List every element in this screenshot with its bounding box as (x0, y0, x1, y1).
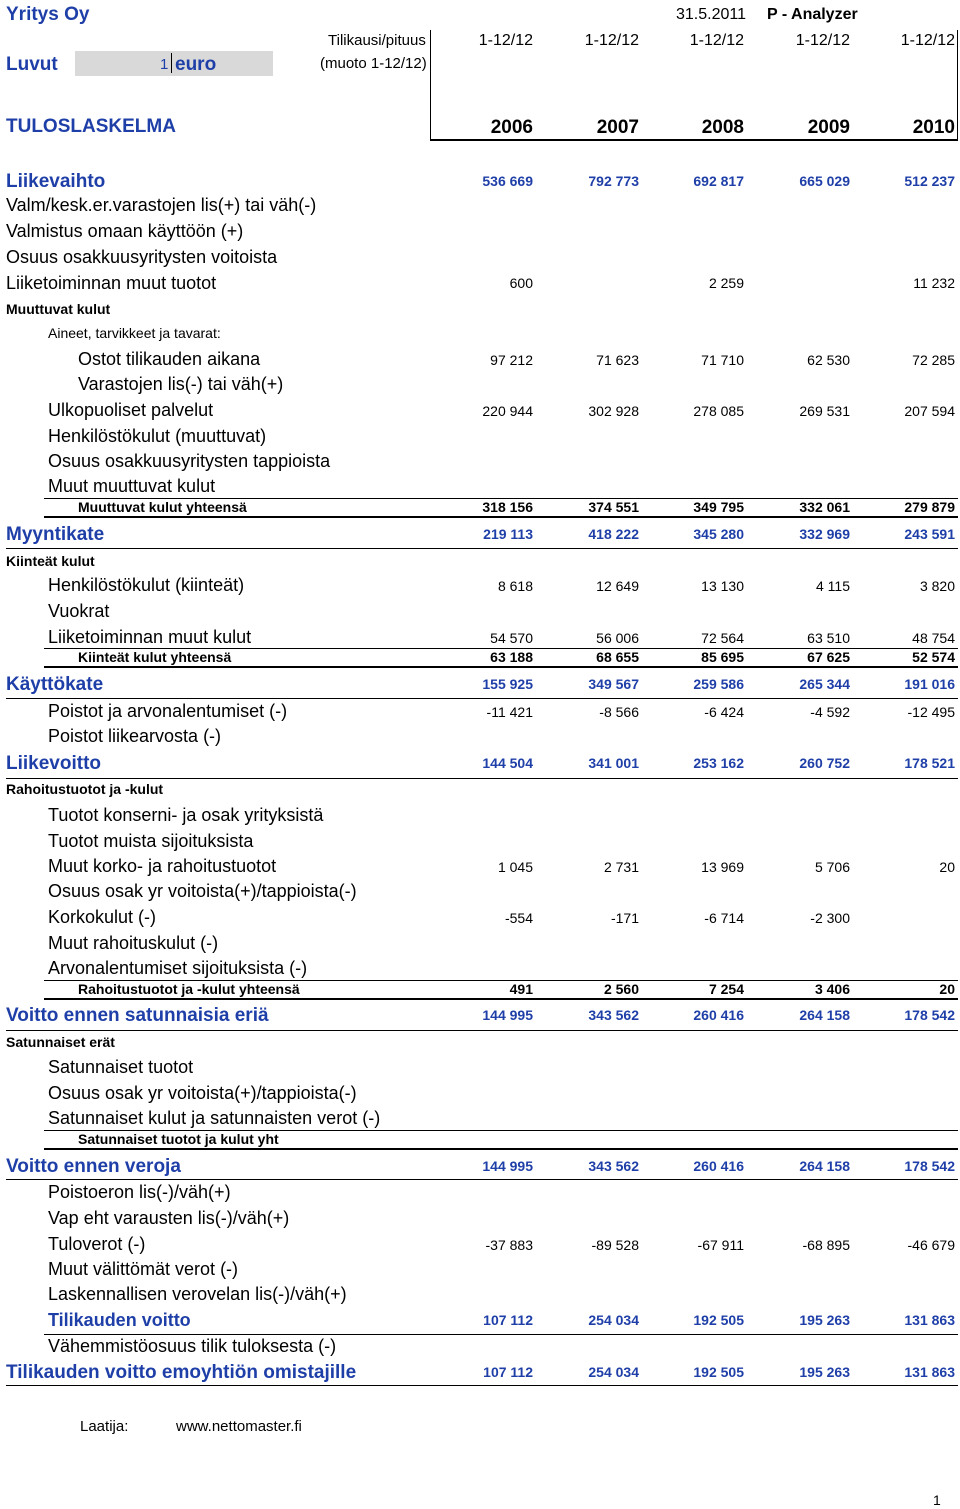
units-multiplier: 1 (160, 56, 169, 73)
units-divider (171, 53, 172, 73)
section-rule (6, 548, 958, 549)
row-value: 71 623 (596, 352, 639, 368)
header-frame-right (957, 30, 958, 140)
row-label-tuloverot: Tuloverot (-) (48, 1234, 146, 1254)
row-value: 332 969 (799, 526, 850, 542)
row-label-tilikauden-voitto-emoyhtiön-omistajille: Tilikauden voitto emoyhtiön omistajille (6, 1362, 357, 1383)
row-label-poistoeron-lis-väh: Poistoeron lis(-)/väh(+) (48, 1182, 231, 1202)
row-value: 1 045 (497, 859, 533, 875)
row-value: 253 162 (693, 755, 744, 771)
row-label-korkokulut: Korkokulut (-) (48, 907, 157, 927)
row-label-rahoitustuotot-ja-kulut: Rahoitustuotot ja -kulut (6, 781, 164, 797)
row-label-liiketoiminnan-muut-tuotot: Liiketoiminnan muut tuotot (6, 273, 217, 293)
row-value: 243 591 (904, 526, 955, 542)
row-label-kiinteät-kulut: Kiinteät kulut (6, 553, 95, 569)
row-value: 260 752 (799, 755, 850, 771)
row-value: 85 695 (701, 649, 744, 665)
row-label-tuotot-konserni-ja-osak-yrityksistä: Tuotot konserni- ja osak yrityksistä (48, 805, 324, 825)
row-label-valmistus-omaan-käyttöön: Valmistus omaan käyttöön (+) (6, 221, 244, 241)
row-value: 97 212 (490, 352, 533, 368)
row-label-henkilöstökulut-kiinteät: Henkilöstökulut (kiinteät) (48, 575, 245, 595)
row-value: 269 531 (799, 403, 850, 419)
total-bottom-rule (44, 666, 958, 668)
row-value: 343 562 (588, 1007, 639, 1023)
row-label-laskennallisen-verovelan-lis-väh: Laskennallisen verovelan lis(-)/väh(+) (48, 1284, 347, 1304)
row-value: 144 995 (482, 1007, 533, 1023)
row-value: 349 795 (693, 499, 744, 515)
period-cell: 1-12/12 (689, 32, 744, 49)
row-value: 260 416 (693, 1007, 744, 1023)
row-value: 512 237 (904, 173, 955, 189)
row-value: 219 113 (483, 526, 533, 542)
row-label-kiinteät-kulut-yhteensä: Kiinteät kulut yhteensä (78, 649, 232, 665)
period-cell: 1-12/12 (795, 32, 850, 49)
app-name: P - Analyzer (767, 6, 858, 23)
row-label-liikevaihto: Liikevaihto (6, 171, 106, 192)
total-top-rule (44, 980, 958, 981)
row-label-muuttuvat-kulut: Muuttuvat kulut (6, 301, 111, 317)
row-value: 349 567 (588, 676, 639, 692)
row-value: 8 618 (497, 578, 533, 594)
row-label-myyntikate: Myyntikate (6, 524, 105, 545)
row-value: 144 995 (482, 1158, 533, 1174)
total-top-rule (44, 1130, 958, 1131)
section-rule (6, 1385, 958, 1386)
row-value: 418 222 (588, 526, 639, 542)
row-value: -6 714 (704, 910, 744, 926)
row-value: 107 112 (483, 1312, 533, 1328)
year-header: 2007 (596, 117, 639, 138)
row-value: 71 710 (701, 352, 744, 368)
row-value: 195 263 (799, 1312, 850, 1328)
row-label-vuokrat: Vuokrat (48, 601, 110, 621)
row-value: 343 562 (588, 1158, 639, 1174)
total-top-rule (44, 498, 958, 499)
row-label-liiketoiminnan-muut-kulut: Liiketoiminnan muut kulut (48, 627, 252, 647)
row-value: 2 259 (708, 275, 744, 291)
row-value: 5 706 (814, 859, 850, 875)
row-value: 13 130 (701, 578, 744, 594)
row-value: 302 928 (588, 403, 639, 419)
row-value: 374 551 (588, 499, 639, 515)
row-value: 131 863 (904, 1312, 955, 1328)
year-header: 2006 (490, 117, 533, 138)
statement-title: TULOSLASKELMA (6, 116, 176, 137)
row-value: 192 505 (693, 1312, 744, 1328)
row-label-satunnaiset-tuotot: Satunnaiset tuotot (48, 1057, 194, 1077)
row-value: 155 925 (482, 676, 533, 692)
row-value: -67 911 (697, 1237, 744, 1253)
period-cell: 1-12/12 (900, 32, 955, 49)
row-value: 254 034 (588, 1364, 639, 1380)
row-label-henkilöstökulut-muuttuvat: Henkilöstökulut (muuttuvat) (48, 426, 267, 446)
section-rule (44, 1334, 958, 1335)
page-number: 1 (933, 1492, 941, 1508)
row-value: 20 (939, 981, 955, 997)
row-value: 63 188 (490, 649, 533, 665)
row-value: 144 504 (482, 755, 533, 771)
row-value: 178 521 (904, 755, 955, 771)
row-value: 318 156 (482, 499, 533, 515)
period-cell: 1-12/12 (584, 32, 639, 49)
row-value: 279 879 (904, 499, 955, 515)
year-header: 2008 (701, 117, 744, 138)
row-value: 107 112 (483, 1364, 533, 1380)
row-value: 63 510 (807, 630, 850, 646)
row-value: 600 (509, 275, 533, 291)
row-value: -6 424 (704, 704, 744, 720)
row-label-tilikauden-voitto: Tilikauden voitto (48, 1310, 191, 1330)
row-label-satunnaiset-erät: Satunnaiset erät (6, 1034, 115, 1050)
row-value: 178 542 (904, 1158, 955, 1174)
row-value: 332 061 (799, 499, 850, 515)
row-label-poistot-liikearvosta: Poistot liikearvosta (-) (48, 726, 222, 746)
row-value: 67 625 (807, 649, 850, 665)
period-label: Tilikausi/pituus (328, 32, 426, 49)
report-date: 31.5.2011 (676, 6, 746, 23)
row-value: 259 586 (693, 676, 744, 692)
row-label-muut-välittömät-verot: Muut välittömät verot (-) (48, 1259, 239, 1279)
section-rule (6, 1179, 958, 1180)
row-value: 265 344 (799, 676, 850, 692)
row-value: 62 530 (807, 352, 850, 368)
total-top-rule (44, 648, 958, 649)
row-label-osuus-osakkuusyritysten-voitoista: Osuus osakkuusyritysten voitoista (6, 247, 278, 267)
row-value: -554 (504, 910, 533, 926)
row-label-ulkopuoliset-palvelut: Ulkopuoliset palvelut (48, 400, 214, 420)
row-value: -12 495 (907, 704, 955, 720)
row-label-aineet-tarvikkeet-ja-tavarat: Aineet, tarvikkeet ja tavarat: (48, 325, 221, 341)
row-value: -4 592 (810, 704, 850, 720)
section-rule (6, 1030, 958, 1031)
format-label: (muoto 1-12/12) (320, 55, 427, 72)
row-value: -8 566 (599, 704, 639, 720)
row-label-tuotot-muista-sijoituksista: Tuotot muista sijoituksista (48, 831, 254, 851)
row-value: 792 773 (588, 173, 639, 189)
row-label-satunnaiset-tuotot-ja-kulut-yht: Satunnaiset tuotot ja kulut yht (78, 1131, 279, 1147)
row-value: 254 034 (588, 1312, 639, 1328)
row-value: -2 300 (810, 910, 850, 926)
row-value: 260 416 (693, 1158, 744, 1174)
row-label-osuus-osakkuusyritysten-tappioista: Osuus osakkuusyritysten tappioista (48, 451, 331, 471)
row-label-vähemmistöosuus-tilik-tuloksesta: Vähemmistöosuus tilik tuloksesta (-) (48, 1336, 337, 1356)
row-label-muut-muuttuvat-kulut: Muut muuttuvat kulut (48, 476, 216, 496)
row-value: 72 564 (701, 630, 744, 646)
row-value: 692 817 (693, 173, 744, 189)
row-value: 4 115 (816, 578, 850, 594)
row-value: 192 505 (693, 1364, 744, 1380)
row-value: 536 669 (482, 173, 533, 189)
row-label-muut-rahoituskulut: Muut rahoituskulut (-) (48, 933, 219, 953)
section-rule (6, 778, 958, 779)
row-label-voitto-ennen-veroja: Voitto ennen veroja (6, 1156, 181, 1177)
row-value: 491 (509, 981, 533, 997)
units-currency: euro (175, 54, 217, 75)
row-value: 11 232 (913, 275, 955, 291)
row-label-rahoitustuotot-ja-kulut-yhteensä: Rahoitustuotot ja -kulut yhteensä (78, 981, 300, 997)
row-value: 13 969 (701, 859, 744, 875)
row-value: 7 254 (708, 981, 744, 997)
row-value: 195 263 (799, 1364, 850, 1380)
row-label-käyttökate: Käyttökate (6, 674, 104, 695)
row-value: 207 594 (904, 403, 955, 419)
row-label-osuus-osak-yr-voitoista-tappioista: Osuus osak yr voitoista(+)/tappioista(-) (48, 1083, 357, 1103)
header-frame-left (430, 30, 431, 140)
row-value: 220 944 (482, 403, 533, 419)
row-value: -46 679 (907, 1237, 955, 1253)
row-label-voitto-ennen-satunnaisia-eriä: Voitto ennen satunnaisia eriä (6, 1005, 269, 1026)
row-label-liikevoitto: Liikevoitto (6, 753, 102, 774)
row-value: 72 285 (912, 352, 955, 368)
company-name: Yritys Oy (6, 4, 90, 25)
row-label-valm-kesk-er-varastojen-lis-tai-väh: Valm/kesk.er.varastojen lis(+) tai väh(-) (6, 195, 317, 215)
row-value: -37 883 (485, 1237, 533, 1253)
row-value: -89 528 (591, 1237, 639, 1253)
prepared-by-label: Laatija: (80, 1418, 129, 1435)
row-value: 665 029 (799, 173, 850, 189)
row-value: 12 649 (596, 578, 639, 594)
row-value: 20 (939, 859, 955, 875)
row-value: 264 158 (799, 1158, 850, 1174)
row-value: 3 820 (919, 578, 955, 594)
row-label-osuus-osak-yr-voitoista-tappioista: Osuus osak yr voitoista(+)/tappioista(-) (48, 881, 357, 901)
row-value: 341 001 (588, 755, 639, 771)
header-frame-bottom (430, 139, 958, 141)
row-value: 52 574 (912, 649, 955, 665)
row-label-varastojen-lis-tai-väh: Varastojen lis(-) tai väh(+) (78, 374, 284, 394)
total-bottom-rule (44, 1148, 958, 1150)
row-value: -171 (610, 910, 639, 926)
row-label-muut-korko-ja-rahoitustuotot: Muut korko- ja rahoitustuotot (48, 856, 277, 876)
row-value: 191 016 (904, 676, 955, 692)
row-label-muuttuvat-kulut-yhteensä: Muuttuvat kulut yhteensä (78, 499, 247, 515)
year-header: 2010 (912, 117, 955, 138)
row-value: 345 280 (693, 526, 744, 542)
website-link[interactable]: www.nettomaster.fi (176, 1418, 302, 1435)
total-bottom-rule (44, 998, 958, 1000)
row-value: 2 560 (603, 981, 639, 997)
year-header: 2009 (807, 117, 850, 138)
row-value: 48 754 (912, 630, 955, 646)
row-value: 56 006 (596, 630, 639, 646)
row-value: 68 655 (596, 649, 639, 665)
row-value: 131 863 (904, 1364, 955, 1380)
row-value: 3 406 (814, 981, 850, 997)
row-label-vap-eht-varausten-lis-väh: Vap eht varausten lis(-)/väh(+) (48, 1208, 290, 1228)
row-value: -68 895 (802, 1237, 850, 1253)
row-label-satunnaiset-kulut-ja-satunnaisten-verot: Satunnaiset kulut ja satunnaisten verot (-) (48, 1108, 381, 1128)
units-box[interactable] (75, 51, 273, 76)
row-value: -11 421 (486, 704, 533, 720)
row-value: 264 158 (799, 1007, 850, 1023)
period-cell: 1-12/12 (478, 32, 533, 49)
row-label-poistot-ja-arvonalentumiset: Poistot ja arvonalentumiset (-) (48, 701, 288, 721)
row-value: 278 085 (693, 403, 744, 419)
row-value: 54 570 (490, 630, 533, 646)
row-label-arvonalentumiset-sijoituksista: Arvonalentumiset sijoituksista (-) (48, 958, 308, 978)
section-rule (6, 698, 958, 699)
row-value: 2 731 (603, 859, 639, 875)
units-label: Luvut (6, 54, 58, 75)
row-value: 178 542 (904, 1007, 955, 1023)
total-bottom-rule (44, 516, 958, 518)
row-label-ostot-tilikauden-aikana: Ostot tilikauden aikana (78, 349, 261, 369)
